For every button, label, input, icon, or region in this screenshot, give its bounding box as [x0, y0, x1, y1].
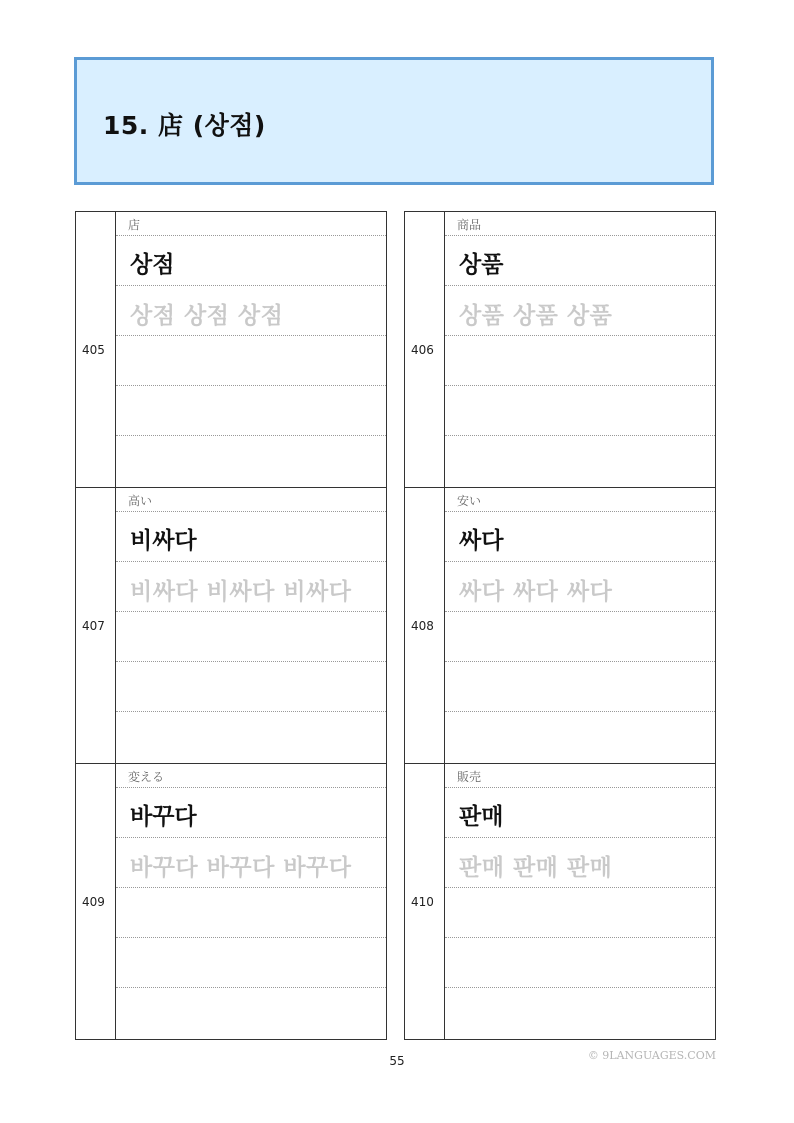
blank-practice-line — [116, 336, 386, 386]
entry-number: 406 — [411, 342, 434, 357]
entry-number-column — [405, 764, 445, 1039]
vocab-card — [404, 211, 716, 487]
practice-rows — [116, 212, 386, 487]
practice-rows — [445, 764, 715, 1039]
blank-practice-line — [445, 988, 715, 1038]
tracing-text: 판매 판매 판매 — [459, 855, 613, 881]
blank-practice-line — [116, 662, 386, 712]
practice-rows — [116, 488, 386, 763]
blank-practice-line — [116, 712, 386, 762]
korean-word: 상점 — [130, 252, 175, 278]
copyright-notice: © 9LANGUAGES.COM — [587, 1049, 716, 1062]
blank-practice-line — [116, 436, 386, 486]
korean-word: 바꾸다 — [130, 804, 197, 830]
tracing-text: 상품 상품 상품 — [459, 303, 613, 329]
japanese-hint: 高い — [128, 494, 153, 508]
blank-practice-line — [116, 888, 386, 938]
tracing-text: 비싸다 비싸다 비싸다 — [130, 579, 352, 605]
blank-practice-line — [445, 712, 715, 762]
entry-number: 408 — [411, 618, 434, 633]
entry-number: 410 — [411, 894, 434, 909]
blank-practice-line — [445, 888, 715, 938]
japanese-hint: 販売 — [457, 770, 482, 784]
entry-number-column — [76, 212, 116, 487]
vocab-card — [75, 487, 387, 763]
entry-number-column — [405, 212, 445, 487]
entry-number: 405 — [82, 342, 105, 357]
blank-practice-line — [445, 938, 715, 988]
practice-rows — [116, 764, 386, 1039]
blank-practice-line — [116, 988, 386, 1038]
blank-practice-line — [445, 662, 715, 712]
entry-number-column — [76, 764, 116, 1039]
blank-practice-line — [116, 386, 386, 436]
blank-practice-line — [445, 386, 715, 436]
blank-practice-line — [445, 436, 715, 486]
blank-practice-line — [116, 938, 386, 988]
entry-number-column — [405, 488, 445, 763]
chapter-title: 15. 店 (상점) — [103, 111, 266, 140]
blank-practice-line — [445, 336, 715, 386]
tracing-text: 상점 상점 상점 — [130, 303, 284, 329]
practice-rows — [445, 212, 715, 487]
tracing-text: 바꾸다 바꾸다 바꾸다 — [130, 855, 352, 881]
entry-number-column — [76, 488, 116, 763]
korean-word: 상품 — [459, 252, 504, 278]
tracing-text: 싸다 싸다 싸다 — [459, 579, 613, 605]
korean-word: 싸다 — [459, 528, 504, 554]
blank-practice-line — [116, 612, 386, 662]
vocab-card — [75, 763, 387, 1040]
vocab-card — [75, 211, 387, 487]
vocab-card — [404, 763, 716, 1040]
vocab-card — [404, 487, 716, 763]
korean-word: 판매 — [459, 804, 504, 830]
japanese-hint: 店 — [128, 218, 141, 232]
japanese-hint: 安い — [457, 494, 482, 508]
entry-number: 409 — [82, 894, 105, 909]
japanese-hint: 商品 — [457, 218, 482, 232]
practice-rows — [445, 488, 715, 763]
japanese-hint: 変える — [128, 770, 165, 784]
chapter-header — [74, 57, 714, 185]
korean-word: 비싸다 — [130, 528, 197, 554]
blank-practice-line — [445, 612, 715, 662]
entry-number: 407 — [82, 618, 105, 633]
page-number: 55 — [389, 1054, 405, 1068]
